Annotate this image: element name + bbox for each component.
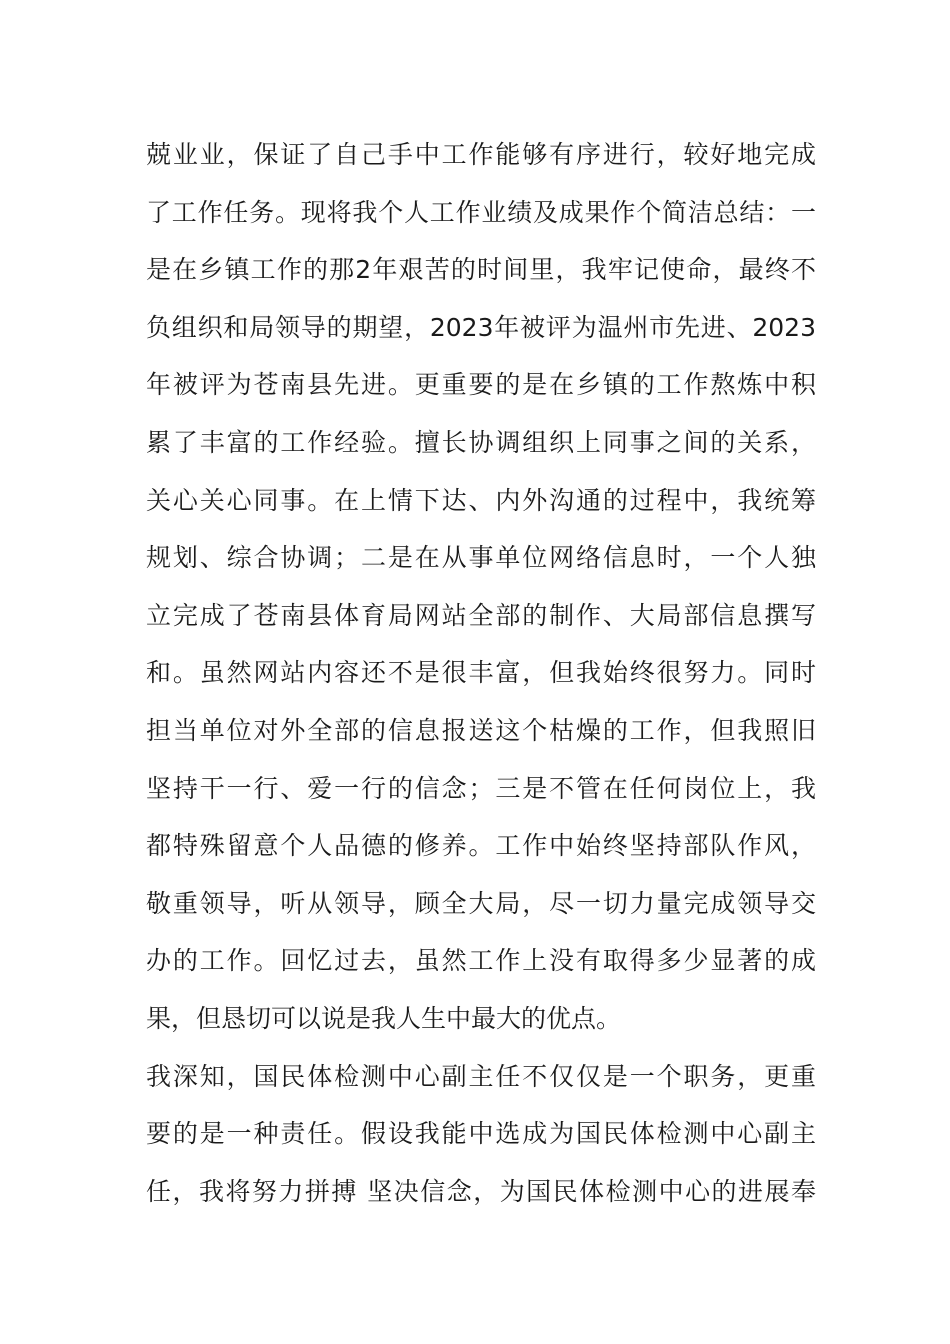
text-line: 是在乡镇工作的那2年艰苦的时间里，我牢记使命，最终不	[146, 255, 816, 285]
text-line: 担当单位对外全部的信息报送这个枯燥的工作，但我照旧	[146, 715, 816, 745]
text-line: 坚持干一行、爱一行的信念；三是不管在任何岗位上，我	[146, 773, 816, 803]
text-line: 任，我将努力拼搏 坚决信念，为国民体检测中心的进展奉	[146, 1176, 816, 1206]
text-line: 年被评为苍南县先进。更重要的是在乡镇的工作熬炼中积	[146, 370, 816, 400]
text-line: 要的是一种责任。假设我能中选成为国民体检测中心副主	[146, 1119, 816, 1149]
text-line: 累了丰富的工作经验。擅长协调组织上同事之间的关系，	[146, 427, 816, 457]
text-line: 了工作任务。现将我个人工作业绩及成果作个简洁总结：一	[146, 197, 816, 227]
text-line: 敬重领导，听从领导，顾全大局，尽一切力量完成领导交	[146, 888, 816, 918]
text-line: 我深知，国民体检测中心副主任不仅仅是一个职务，更重	[146, 1061, 816, 1091]
text-line: 都特殊留意个人品德的修养。工作中始终坚持部队作风，	[146, 831, 816, 861]
text-line: 关心关心同事。在上情下达、内外沟通的过程中，我统筹	[146, 485, 816, 515]
text-line: 立完成了苍南县体育局网站全部的制作、大局部信息撰写	[146, 600, 816, 630]
text-line: 办的工作。回忆过去，虽然工作上没有取得多少显著的成	[146, 946, 816, 976]
text-line: 规划、综合协调；二是在从事单位网络信息时，一个人独	[146, 543, 816, 573]
text-line: 兢业业，保证了自己手中工作能够有序进行，较好地完成	[146, 140, 816, 169]
text-line: 和。虽然网站内容还不是很丰富，但我始终很努力。同时	[146, 658, 816, 688]
text-line: 果，但恳切可以说是我人生中最大的优点。	[146, 1003, 622, 1033]
body-text	[146, 126, 816, 1220]
text-line: 负组织和局领导的期望，2023年被评为温州市先进、2023	[146, 312, 816, 342]
